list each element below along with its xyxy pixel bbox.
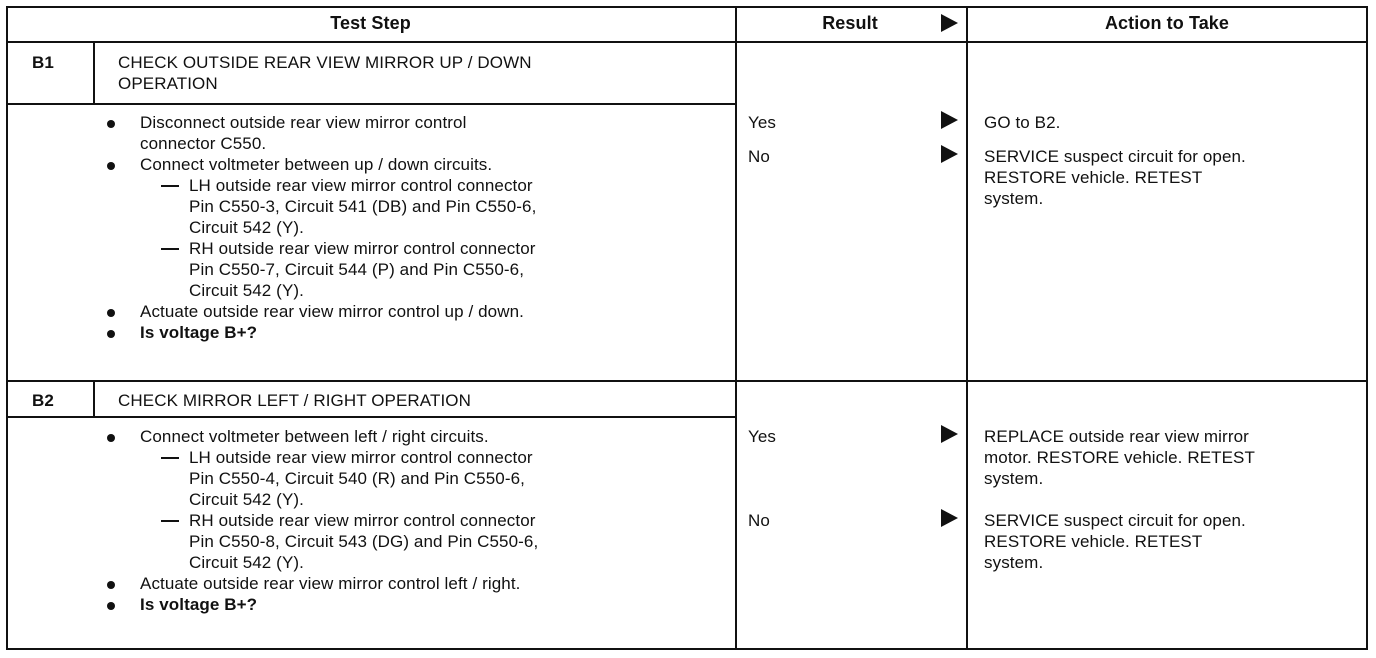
arrow-icon xyxy=(941,509,958,527)
b2-action-yes-line: REPLACE outside rear view mirror xyxy=(984,427,1249,446)
bullet-icon xyxy=(107,434,115,442)
b1-action-no-line: system. xyxy=(984,189,1044,208)
table-right-border xyxy=(1366,6,1368,650)
b2-line: Connect voltmeter between left / right circuits. xyxy=(140,427,489,446)
b2-line: Actuate outside rear view mirror control left / right. xyxy=(140,574,521,593)
bullet-icon xyxy=(107,120,115,128)
b1-result-yes: Yes xyxy=(748,113,777,132)
bullet-icon xyxy=(107,602,115,610)
b2-action-yes-line: motor. RESTORE vehicle. RETEST xyxy=(984,448,1255,467)
bullet-icon xyxy=(107,330,115,338)
b1-line: Disconnect outside rear view mirror control xyxy=(140,113,467,132)
b1-title-line-1: CHECK OUTSIDE REAR VIEW MIRROR UP / DOWN xyxy=(118,53,532,72)
bullet-icon xyxy=(107,162,115,170)
dash-icon xyxy=(161,520,179,522)
b1-title-bottom-border xyxy=(6,103,735,105)
b2-line: Circuit 542 (Y). xyxy=(189,490,304,509)
table-top-border xyxy=(6,6,1368,8)
b1-line: Pin C550-7, Circuit 544 (P) and Pin C550-6, xyxy=(189,260,525,279)
result-column-divider xyxy=(735,6,737,650)
b2-action-no-line: system. xyxy=(984,553,1044,572)
bullet-icon xyxy=(107,581,115,589)
b2-result-no: No xyxy=(748,511,770,530)
b1-bottom-border xyxy=(6,380,1368,382)
b1-line: Pin C550-3, Circuit 541 (DB) and Pin C550-6, xyxy=(189,197,537,216)
b1-line: Circuit 542 (Y). xyxy=(189,281,304,300)
b1-question: Is voltage B+? xyxy=(140,323,258,342)
bullet-icon xyxy=(107,309,115,317)
table-bottom-border xyxy=(6,648,1368,650)
b2-question: Is voltage B+? xyxy=(140,595,258,614)
step-id-divider-b2 xyxy=(93,381,95,417)
b2-title: CHECK MIRROR LEFT / RIGHT OPERATION xyxy=(118,391,471,410)
b2-result-yes: Yes xyxy=(748,427,777,446)
header-action: Action to Take xyxy=(1104,13,1230,33)
b1-line: Connect voltmeter between up / down circuits. xyxy=(140,155,493,174)
header-result: Result xyxy=(822,13,878,33)
step-id-b1: B1 xyxy=(32,53,54,72)
b2-line: Pin C550-8, Circuit 543 (DG) and Pin C550-6, xyxy=(189,532,539,551)
b1-line: connector C550. xyxy=(140,134,267,153)
dash-icon xyxy=(161,185,179,187)
b1-line: Circuit 542 (Y). xyxy=(189,218,304,237)
b1-action-no-line: SERVICE suspect circuit for open. xyxy=(984,147,1246,166)
arrow-icon xyxy=(941,111,958,129)
b1-action-no-line: RESTORE vehicle. RETEST xyxy=(984,168,1203,187)
arrow-icon xyxy=(941,425,958,443)
b1-title-line-2: OPERATION xyxy=(118,74,218,93)
step-id-b2: B2 xyxy=(32,391,54,410)
b2-line: Pin C550-4, Circuit 540 (R) and Pin C550-6, xyxy=(189,469,525,488)
b2-action-no-line: SERVICE suspect circuit for open. xyxy=(984,511,1246,530)
dash-icon xyxy=(161,248,179,250)
b2-line: Circuit 542 (Y). xyxy=(189,553,304,572)
b2-line: RH outside rear view mirror control connector xyxy=(189,511,536,530)
b1-result-no: No xyxy=(748,147,770,166)
table-left-border xyxy=(6,6,8,650)
b2-line: LH outside rear view mirror control connector xyxy=(189,448,533,467)
step-id-divider-b1 xyxy=(93,42,95,104)
b1-action-yes: GO to B2. xyxy=(984,113,1061,132)
header-bottom-border xyxy=(6,41,1368,43)
b1-line: RH outside rear view mirror control connector xyxy=(189,239,536,258)
header-arrow-icon xyxy=(941,14,958,32)
b1-line: Actuate outside rear view mirror control up / down. xyxy=(140,302,524,321)
b2-title-bottom-border xyxy=(6,416,735,418)
b2-action-yes-line: system. xyxy=(984,469,1044,488)
dash-icon xyxy=(161,457,179,459)
b1-line: LH outside rear view mirror control connector xyxy=(189,176,533,195)
arrow-icon xyxy=(941,145,958,163)
b2-action-no-line: RESTORE vehicle. RETEST xyxy=(984,532,1203,551)
header-test-step: Test Step xyxy=(330,13,411,33)
diagnostic-table xyxy=(6,6,1368,651)
action-column-divider xyxy=(966,6,968,650)
